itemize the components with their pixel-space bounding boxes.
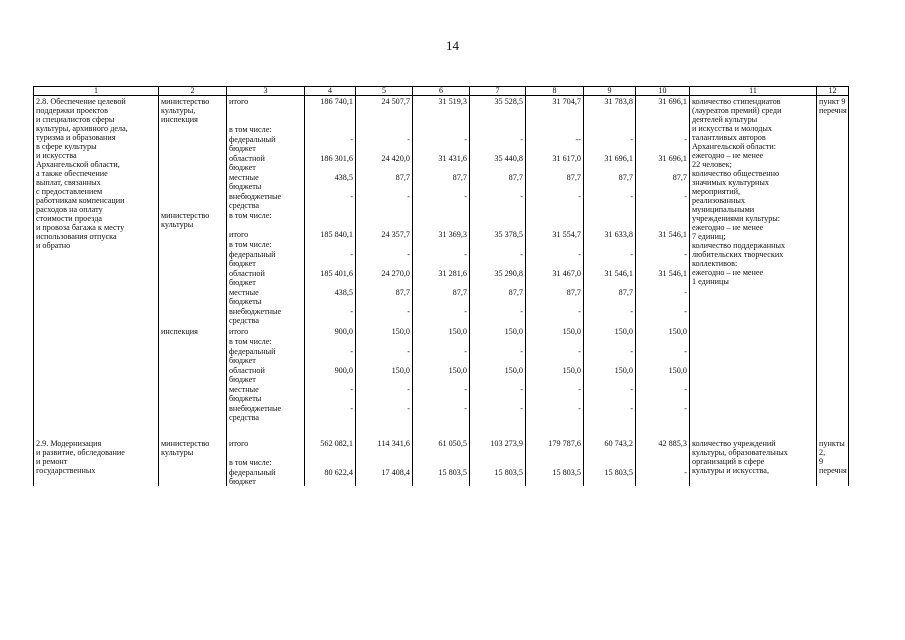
amount-cell: 900,0 (305, 326, 356, 336)
amount-cell: - (413, 191, 470, 210)
target-indicators: количество стипендиатов (лауреатов премий) среди деятелей культуры и искусства и молодых талантливых авторов Архангельской области: ежегодно – не менее 22 человек; количество общественно значимых культурных мероприятий, реализованных муниципальными учреждениями культуры: ежегодно – не менее 7 единиц; количество поддержанных любительских творческих коллективов: ежегодно – не менее 1 единицы (690, 96, 817, 423)
funding-source: в том числе: (227, 124, 305, 134)
responsible-org: министерство культуры (159, 210, 227, 229)
spacer-cell (526, 422, 584, 438)
spacer-cell (413, 422, 470, 438)
amount-cell: - (413, 249, 470, 268)
amount-cell: 150,0 (584, 365, 636, 384)
spacer-cell (584, 422, 636, 438)
amount-cell (413, 210, 470, 229)
responsible-org (159, 384, 227, 403)
responsible-org (159, 268, 227, 287)
amount-cell: 60 743,2 (584, 438, 636, 457)
section-spacer (34, 422, 849, 438)
amount-cell (470, 124, 526, 134)
amount-cell: 179 787,6 (526, 438, 584, 457)
column-header: 12 (817, 87, 849, 96)
amount-cell: - (526, 346, 584, 365)
amount-cell: 80 622,4 (305, 467, 356, 486)
amount-cell: 87,7 (584, 172, 636, 191)
column-header: 7 (470, 87, 526, 96)
amount-cell: 150,0 (356, 326, 413, 336)
amount-cell: 150,0 (584, 326, 636, 336)
amount-cell: 31 546,1 (584, 268, 636, 287)
responsible-org (159, 172, 227, 191)
amount-cell (526, 336, 584, 346)
amount-cell: 31 696,1 (584, 153, 636, 172)
responsible-org (159, 229, 227, 239)
amount-cell: 103 273,9 (470, 438, 526, 457)
funding-source: местные бюджеты (227, 384, 305, 403)
amount-cell: 17 408,4 (356, 467, 413, 486)
table-row (34, 96, 849, 125)
amount-cell: 150,0 (413, 365, 470, 384)
column-header: 3 (227, 87, 305, 96)
spacer-cell (34, 422, 159, 438)
amount-cell (356, 239, 413, 249)
responsible-org (159, 239, 227, 249)
amount-cell: 31 467,0 (526, 268, 584, 287)
amount-cell: - (636, 249, 690, 268)
amount-cell: 31 519,3 (413, 96, 470, 125)
amount-cell: - (636, 384, 690, 403)
amount-cell (636, 210, 690, 229)
amount-cell: - (584, 306, 636, 325)
reference-item: пункты 2, 9 перечня (817, 438, 849, 486)
responsible-org (159, 287, 227, 306)
amount-cell: 87,7 (413, 172, 470, 191)
amount-cell: 35 290,8 (470, 268, 526, 287)
amount-cell: - (305, 191, 356, 210)
funding-source: областной бюджет (227, 365, 305, 384)
amount-cell (356, 457, 413, 467)
amount-cell: 31 546,1 (636, 268, 690, 287)
amount-cell: 114 341,6 (356, 438, 413, 457)
funding-source: областной бюджет (227, 268, 305, 287)
spacer-cell (227, 422, 305, 438)
funding-source: местные бюджеты (227, 287, 305, 306)
funding-source: федеральный бюджет (227, 346, 305, 365)
amount-cell (636, 457, 690, 467)
spacer-cell (636, 422, 690, 438)
amount-cell: 42 885,3 (636, 438, 690, 457)
amount-cell: - (470, 346, 526, 365)
amount-cell (470, 336, 526, 346)
funding-source: итого (227, 438, 305, 457)
amount-cell: 150,0 (636, 326, 690, 336)
amount-cell: - (356, 249, 413, 268)
amount-cell: 186 301,6 (305, 153, 356, 172)
amount-cell: 31 369,3 (413, 229, 470, 239)
amount-cell (584, 210, 636, 229)
amount-cell (470, 457, 526, 467)
amount-cell (356, 124, 413, 134)
amount-cell: 35 378,5 (470, 229, 526, 239)
amount-cell (305, 457, 356, 467)
amount-cell (413, 336, 470, 346)
amount-cell (413, 457, 470, 467)
measure-description: 2.9. Модернизация и развитие, обследование и ремонт государственных (34, 438, 159, 486)
measure-description: 2.8. Обеспечение целевой поддержки проектов и специалистов сферы культуры, архивного дела, туризма и образования в сфере культуры и искусства Архангельской области, а также обеспечение выплат, связанных с предоставлением работникам компенсации расходов на оплату стоимости проезда и провоза багажа к месту использования отпуска и обратно (34, 96, 159, 423)
amount-cell: - (636, 467, 690, 486)
amount-cell: 35 528,5 (470, 96, 526, 125)
amount-cell: 87,7 (356, 172, 413, 191)
amount-cell: 150,0 (470, 326, 526, 336)
amount-cell: 150,0 (413, 326, 470, 336)
amount-cell (413, 124, 470, 134)
amount-cell: 15 803,5 (526, 467, 584, 486)
amount-cell: - (356, 403, 413, 422)
amount-cell: 31 546,1 (636, 229, 690, 239)
amount-cell (413, 239, 470, 249)
amount-cell: - (526, 249, 584, 268)
funding-source: итого (227, 326, 305, 336)
amount-cell: 87,7 (413, 287, 470, 306)
funding-source: итого (227, 229, 305, 239)
funding-source: внебюджетные средства (227, 403, 305, 422)
amount-cell (526, 239, 584, 249)
amount-cell: - (305, 403, 356, 422)
column-header: 6 (413, 87, 470, 96)
amount-cell: 150,0 (526, 326, 584, 336)
responsible-org: министерство культуры, инспекция (159, 96, 227, 125)
responsible-org (159, 191, 227, 210)
amount-cell (636, 124, 690, 134)
amount-cell: 31 281,6 (413, 268, 470, 287)
amount-cell: - (413, 403, 470, 422)
funding-source: местные бюджеты (227, 172, 305, 191)
amount-cell: 87,7 (356, 287, 413, 306)
amount-cell: - (584, 134, 636, 153)
amount-cell: - (584, 384, 636, 403)
column-header: 4 (305, 87, 356, 96)
amount-cell: - (470, 249, 526, 268)
amount-cell: 15 803,5 (584, 467, 636, 486)
amount-cell: - (470, 306, 526, 325)
spacer-cell (817, 422, 849, 438)
funding-source: в том числе: (227, 210, 305, 229)
amount-cell: - (526, 306, 584, 325)
amount-cell (470, 210, 526, 229)
amount-cell (305, 210, 356, 229)
responsible-org (159, 336, 227, 346)
amount-cell: - (636, 287, 690, 306)
amount-cell (526, 210, 584, 229)
amount-cell: 31 696,1 (636, 153, 690, 172)
amount-cell: - (305, 134, 356, 153)
amount-cell: 24 507,7 (356, 96, 413, 125)
page-number: 14 (446, 38, 459, 53)
amount-cell: 87,7 (584, 287, 636, 306)
spacer-cell (356, 422, 413, 438)
amount-cell: - (305, 306, 356, 325)
amount-cell: - (305, 249, 356, 268)
responsible-org (159, 403, 227, 422)
funding-source: в том числе: (227, 239, 305, 249)
amount-cell: - (470, 403, 526, 422)
amount-cell: 87,7 (636, 172, 690, 191)
amount-cell (584, 457, 636, 467)
amount-cell: 15 803,5 (413, 467, 470, 486)
responsible-org (159, 457, 227, 467)
column-header: 1 (34, 87, 159, 96)
amount-cell: - (356, 346, 413, 365)
column-header: 9 (584, 87, 636, 96)
amount-cell: - (413, 384, 470, 403)
amount-cell: 31 704,7 (526, 96, 584, 125)
amount-cell: 24 420,0 (356, 153, 413, 172)
amount-cell: 31 617,0 (526, 153, 584, 172)
column-header: 5 (356, 87, 413, 96)
responsible-org (159, 124, 227, 134)
amount-cell: 438,5 (305, 172, 356, 191)
amount-cell (584, 239, 636, 249)
amount-cell: - (356, 191, 413, 210)
spacer-cell (159, 422, 227, 438)
amount-cell: 61 050,5 (413, 438, 470, 457)
amount-cell: 87,7 (526, 287, 584, 306)
amount-cell: - (470, 384, 526, 403)
amount-cell (526, 124, 584, 134)
column-header: 2 (159, 87, 227, 96)
responsible-org (159, 306, 227, 325)
amount-cell: 900,0 (305, 365, 356, 384)
amount-cell (305, 336, 356, 346)
amount-cell: 185 840,1 (305, 229, 356, 239)
responsible-org (159, 134, 227, 153)
amount-cell: - (636, 346, 690, 365)
amount-cell: -- (526, 134, 584, 153)
amount-cell: 185 401,6 (305, 268, 356, 287)
amount-cell (526, 457, 584, 467)
responsible-org (159, 249, 227, 268)
responsible-org (159, 346, 227, 365)
amount-cell (636, 239, 690, 249)
amount-cell: - (305, 346, 356, 365)
amount-cell: 31 633,8 (584, 229, 636, 239)
funding-source: итого (227, 96, 305, 125)
amount-cell: 150,0 (636, 365, 690, 384)
amount-cell (470, 239, 526, 249)
amount-cell: 87,7 (526, 172, 584, 191)
amount-cell: - (636, 191, 690, 210)
responsible-org: министерство культуры (159, 438, 227, 457)
amount-cell (356, 210, 413, 229)
amount-cell: 150,0 (356, 365, 413, 384)
amount-cell: - (413, 346, 470, 365)
budget-table (33, 86, 849, 486)
amount-cell (584, 336, 636, 346)
amount-cell: - (636, 403, 690, 422)
amount-cell: 24 357,7 (356, 229, 413, 239)
target-indicators: количество учреждений культуры, образовательных организаций в сфере культуры и искусства, (690, 438, 817, 486)
amount-cell: - (584, 249, 636, 268)
amount-cell (356, 336, 413, 346)
amount-cell: - (413, 134, 470, 153)
amount-cell: 438,5 (305, 287, 356, 306)
amount-cell: - (356, 384, 413, 403)
table-row (34, 438, 849, 457)
funding-source: в том числе: (227, 457, 305, 467)
amount-cell: - (636, 134, 690, 153)
amount-cell: - (305, 384, 356, 403)
amount-cell: 87,7 (470, 172, 526, 191)
amount-cell: 150,0 (526, 365, 584, 384)
column-header: 8 (526, 87, 584, 96)
amount-cell: - (526, 403, 584, 422)
amount-cell (584, 124, 636, 134)
funding-source: федеральный бюджет (227, 249, 305, 268)
spacer-cell (470, 422, 526, 438)
spacer-cell (305, 422, 356, 438)
amount-cell: - (356, 134, 413, 153)
amount-cell: 562 082,1 (305, 438, 356, 457)
amount-cell: 24 270,0 (356, 268, 413, 287)
table-body (34, 96, 849, 487)
amount-cell: - (526, 384, 584, 403)
amount-cell (305, 124, 356, 134)
amount-cell: 31 783,8 (584, 96, 636, 125)
amount-cell: - (526, 191, 584, 210)
spacer-cell (690, 422, 817, 438)
responsible-org: инспекция (159, 326, 227, 336)
amount-cell: - (584, 191, 636, 210)
column-number-row (34, 87, 849, 96)
amount-cell (305, 239, 356, 249)
amount-cell (636, 336, 690, 346)
reference-item: пункт 9 перечня (817, 96, 849, 423)
funding-source: внебюджетные средства (227, 191, 305, 210)
amount-cell: - (470, 134, 526, 153)
amount-cell: - (356, 306, 413, 325)
amount-cell: 31 431,6 (413, 153, 470, 172)
responsible-org (159, 365, 227, 384)
amount-cell: - (413, 306, 470, 325)
funding-source: областной бюджет (227, 153, 305, 172)
amount-cell: - (584, 403, 636, 422)
amount-cell: 31 696,1 (636, 96, 690, 125)
amount-cell: 186 740,1 (305, 96, 356, 125)
amount-cell: 87,7 (470, 287, 526, 306)
funding-source: федеральный бюджет (227, 467, 305, 486)
column-header: 11 (690, 87, 817, 96)
amount-cell: 35 440,8 (470, 153, 526, 172)
amount-cell: 31 554,7 (526, 229, 584, 239)
responsible-org (159, 153, 227, 172)
amount-cell: - (584, 346, 636, 365)
column-header: 10 (636, 87, 690, 96)
funding-source: федеральный бюджет (227, 134, 305, 153)
funding-source: внебюджетные средства (227, 306, 305, 325)
amount-cell: - (636, 306, 690, 325)
amount-cell: 15 803,5 (470, 467, 526, 486)
amount-cell: 150,0 (470, 365, 526, 384)
amount-cell: - (470, 191, 526, 210)
responsible-org (159, 467, 227, 486)
funding-source: в том числе: (227, 336, 305, 346)
